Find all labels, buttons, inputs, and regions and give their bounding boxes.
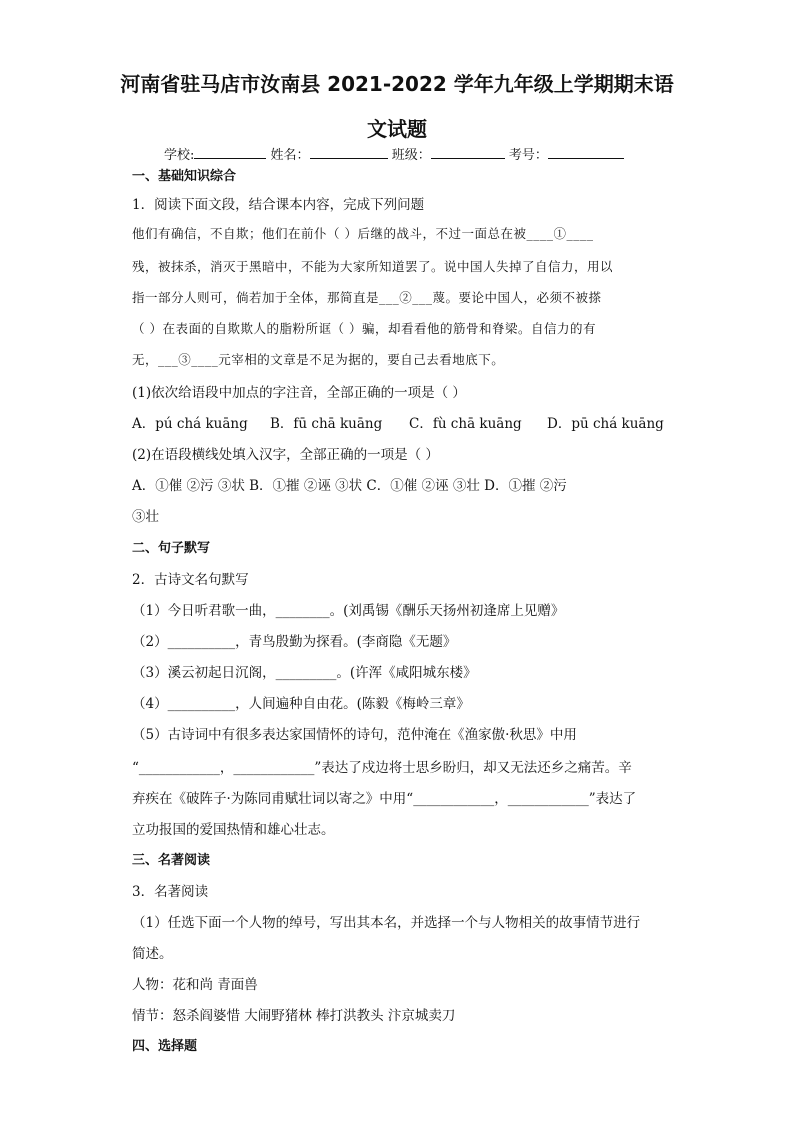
q1-sub1-option-d: D．pū chá kuāng	[547, 416, 664, 432]
q1-sub1-stem: (1)依次给语段中加点的字注音，全部正确的一项是（ ）	[132, 385, 466, 401]
student-info-fields	[164, 144, 624, 163]
page-title-line2: 文试题	[367, 117, 427, 141]
q2-item: （4）__________，人间遍种自由花。(陈毅《梅岭三章》	[132, 696, 470, 712]
school-blank[interactable]	[194, 145, 266, 159]
q1-passage-line: 无，___③____元宰相的文章是不足为据的，要自己去看地底下。	[132, 352, 505, 367]
class-blank[interactable]	[431, 145, 505, 159]
q1-sub2-options-cont: ③壮	[132, 509, 159, 525]
q1-sub1-option-c: C．fù chā kuāng	[409, 416, 522, 432]
section-heading-3: 三、名著阅读	[132, 853, 211, 868]
q1-passage-line: 指一部分人则可，倘若加于全体，那简直是___②___蔑。要论中国人，必须不被搽	[132, 290, 602, 305]
q2-stem: 2．古诗文名句默写	[132, 572, 249, 588]
q2-item: （2）__________，青鸟殷勤为探看。(李商隐《无题》	[132, 634, 457, 650]
q1-passage-line: 残，被抹杀，消灭于黑暗中，不能为大家所知道罢了。说中国人失掉了自信力，用以	[132, 259, 614, 274]
q1-sub1-option-a: A．pú chá kuāng	[132, 416, 248, 432]
class-label: 班级：	[391, 148, 431, 163]
q2-item: “____________，____________”表达了戍边将士思乡盼归，却又无法还乡之痛苦。辛	[132, 760, 632, 776]
school-label: 学校:	[164, 148, 195, 163]
q1-sub1-option-b: B．fū chā kuāng	[270, 416, 383, 432]
exam-no-label: 考号：	[508, 148, 548, 163]
q1-sub2-stem: (2)在语段横线处填入汉字，全部正确的一项是（ ）	[132, 447, 439, 463]
page-title-line1: 河南省驻马店市汝南县 2021-2022 学年九年级上学期期末语	[120, 72, 674, 96]
q3-sub1-stem-cont: 简述。	[132, 946, 173, 962]
q1-passage-line: （ ）在表面的自欺欺人的脂粉所诓（ ）骗，却看看他的筋骨和脊梁。自信力的有	[132, 321, 596, 336]
q1-stem: 1．阅读下面文段，结合课本内容，完成下列问题	[132, 197, 425, 213]
name-blank[interactable]	[310, 145, 388, 159]
q3-sub1-stem: （1）任选下面一个人物的绰号，写出其本名，并选择一个与人物相关的故事情节进行	[132, 915, 641, 931]
exam-no-blank[interactable]	[548, 145, 624, 159]
name-label: 姓名：	[270, 148, 310, 163]
q2-item: （5）古诗词中有很多表达家国情怀的诗句，范仲淹在《渔家傲·秋思》中用	[132, 727, 577, 743]
section-heading-4: 四、选择题	[132, 1039, 198, 1054]
q2-item: （1）今日听君歌一曲，________。(刘禹锡《酬乐天扬州初逢席上见赠》	[132, 603, 565, 619]
q2-item: 立功报国的爱国热情和雄心壮志。	[132, 822, 335, 838]
section-heading-2: 二、句子默写	[132, 541, 211, 556]
q1-passage-line: 他们有确信，不自欺；他们在前仆（ ）后继的战斗，不过一面总在被____①____	[132, 226, 594, 241]
q2-item: （3）溪云初起日沉阁，_________。(许浑《咸阳城东楼》	[132, 665, 477, 681]
q3-persons: 人物：花和尚 青面兽	[132, 977, 258, 993]
q3-plots: 情节：怒杀阎婆惜 大闹野猪林 棒打洪教头 汴京城卖刀	[132, 1008, 456, 1024]
q1-sub2-options: A．①催 ②污 ③状 B．①摧 ②诬 ③状 C．①催 ②诬 ③壮 D．①摧 ②污	[132, 478, 567, 494]
q2-item: 弃疾在《破阵子·为陈同甫赋壮词以寄之》中用“____________，____________”表达了	[132, 791, 637, 807]
q3-stem: 3．名著阅读	[132, 884, 209, 900]
section-heading-1: 一、基础知识综合	[132, 169, 237, 184]
